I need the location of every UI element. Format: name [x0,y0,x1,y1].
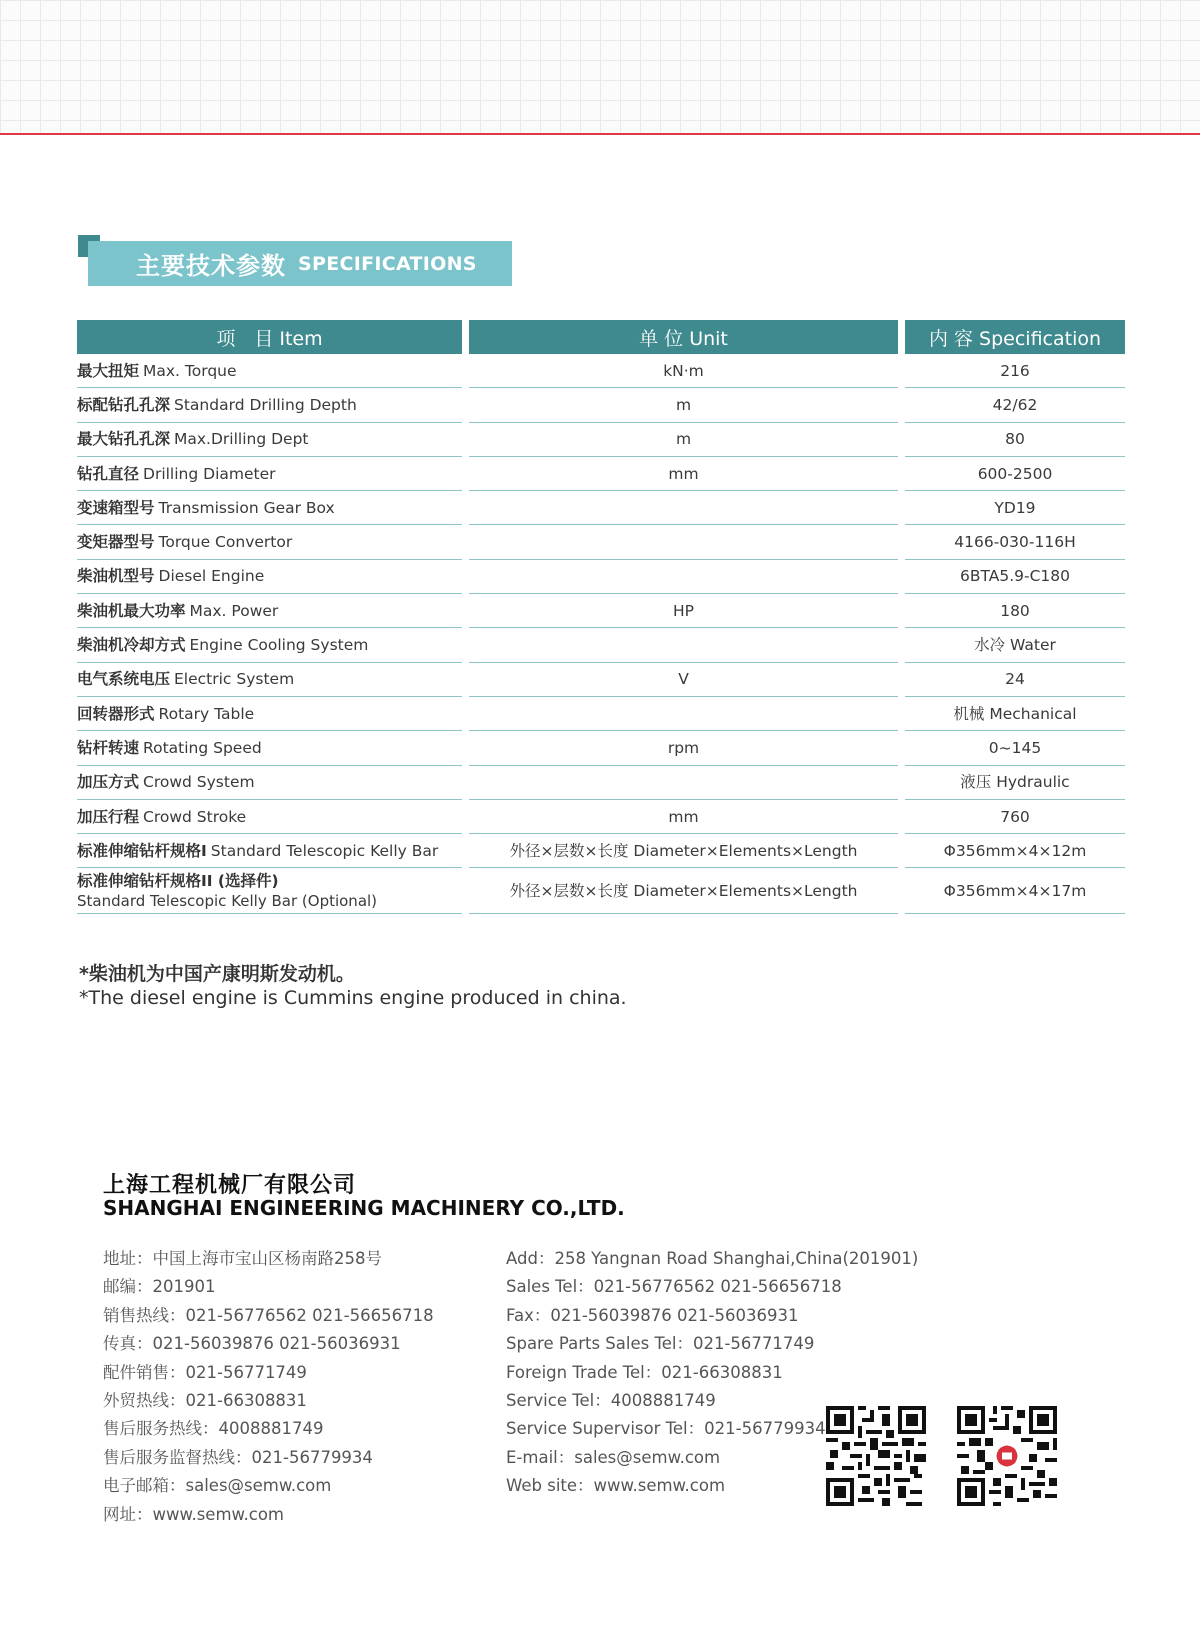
item-name-en: Electric System [174,670,295,689]
cell-spec: 0~145 [905,731,1125,765]
cell-spec: 760 [905,800,1125,834]
item-name-cn: 加压方式 [77,773,140,792]
contact-line-en: Foreign Trade Tel：021-66308831 [506,1362,783,1382]
spec-table [77,320,1125,914]
table-row [77,766,1125,800]
cell-spec: 24 [905,663,1125,697]
contact-line-en: Service Supervisor Tel：021-56779934 [506,1419,826,1439]
table-header [77,320,1125,354]
contact-line-en: Web site：www.semw.com [506,1476,726,1496]
cell-spec: 216 [905,354,1125,388]
cell-spec: 80 [905,423,1125,457]
cell-unit: m [469,388,898,422]
cell-spec: YD19 [905,491,1125,525]
item-name-en: Rotating Speed [143,738,262,757]
contact-line-en: E-mail：sales@semw.com [506,1447,721,1467]
table-row [77,697,1125,731]
table-row [77,868,1125,914]
section-title-bar [88,241,512,286]
section-title-en: SPECIFICATIONS [298,252,477,275]
cell-spec: 6BTA5.9-C180 [905,560,1125,594]
item-name-en: Standard Telescopic Kelly Bar [210,841,439,860]
item-name-en: Max. Torque [143,361,237,380]
item-name-cn: 标配钻孔孔深 [77,395,171,414]
contact-line-cn: 售后服务热线：4008881749 [103,1419,324,1439]
cell-unit [469,491,898,525]
cell-item [77,491,462,525]
contact-line-en: Fax：021-56039876 021-56036931 [506,1305,799,1325]
contact-line-cn: 售后服务监督热线：021-56779934 [103,1447,373,1467]
cell-item [77,354,462,388]
table-body [77,354,1125,914]
contact-line-en: Service Tel：4008881749 [506,1390,716,1410]
header-unit: 单 位 Unit [469,320,898,354]
item-name-cn: 最大扭矩 [77,361,140,380]
item-name-cn: 钻孔直径 [77,464,140,483]
cell-item [77,731,462,765]
contact-line-cn: 网址：www.semw.com [103,1504,285,1524]
contact-line-cn: 电子邮箱：sales@semw.com [103,1476,332,1496]
item-name-en: Engine Cooling System [189,636,369,655]
item-name-cn: 变矩器型号 [77,533,155,552]
note-en: *The diesel engine is Cummins engine produced in china. [79,987,627,1009]
cell-spec: 液压 Hydraulic [905,766,1125,800]
item-name-en: Standard Drilling Depth [174,395,357,414]
header-grid-band [0,0,1200,135]
contact-line-cn: 销售热线：021-56776562 021-56656718 [103,1305,434,1325]
item-name-en: Torque Convertor [158,533,293,552]
cell-unit: kN·m [469,354,898,388]
table-row [77,594,1125,628]
contact-line-cn: 邮编：201901 [103,1277,216,1297]
item-name-cn: 电气系统电压 [77,670,171,689]
header-spec: 内 容 Specification [905,320,1125,354]
item-name-en: Drilling Diameter [143,464,276,483]
table-row [77,560,1125,594]
cell-spec: 水冷 Water [905,628,1125,662]
cell-spec: 180 [905,594,1125,628]
cell-item [77,868,462,914]
item-name-cn: 标准伸缩钻杆规格II (选择件) [77,871,279,890]
item-name-en: Max.Drilling Dept [174,430,309,449]
cell-item [77,766,462,800]
cell-item [77,663,462,697]
contact-line-cn: 地址：中国上海市宝山区杨南路258号 [103,1249,382,1268]
cell-item [77,560,462,594]
contact-line-cn: 传真：021-56039876 021-56036931 [103,1334,401,1354]
cell-unit [469,560,898,594]
cell-unit [469,628,898,662]
cell-item [77,628,462,662]
item-name-cn: 最大钻孔孔深 [77,430,171,449]
cell-spec: 600-2500 [905,457,1125,491]
cell-unit: 外径×层数×长度 Diameter×Elements×Length [469,868,898,914]
table-row [77,423,1125,457]
table-row [77,663,1125,697]
table-row [77,834,1125,868]
table-row [77,457,1125,491]
wechat-qr-code-icon [957,1406,1057,1506]
cell-unit [469,766,898,800]
item-name-cn: 标准伸缩钻杆规格I [77,841,207,860]
cell-unit [469,525,898,559]
contact-line-en: Add：258 Yangnan Road Shanghai,China(201901) [506,1249,919,1268]
contact-line-en: Spare Parts Sales Tel：021-56771749 [506,1334,815,1354]
cell-unit: m [469,423,898,457]
cell-unit: mm [469,800,898,834]
cell-unit [469,697,898,731]
item-name-cn: 柴油机冷却方式 [77,636,186,655]
table-row [77,388,1125,422]
table-row [77,354,1125,388]
contact-line-cn: 外贸热线：021-66308831 [103,1390,307,1410]
cell-item [77,388,462,422]
note-cn: *柴油机为中国产康明斯发动机。 [79,963,355,985]
cell-unit: mm [469,457,898,491]
cell-item [77,525,462,559]
item-name-en: Rotary Table [158,704,255,723]
cell-item [77,697,462,731]
cell-unit: 外径×层数×长度 Diameter×Elements×Length [469,834,898,868]
cell-unit: HP [469,594,898,628]
item-name-cn: 钻杆转速 [77,738,140,757]
cell-spec: 42/62 [905,388,1125,422]
item-name-cn: 加压行程 [77,807,140,826]
cell-item [77,457,462,491]
contacts-cn [103,1245,434,1529]
contact-line-en: Sales Tel：021-56776562 021-56656718 [506,1277,842,1297]
item-name-cn: 柴油机型号 [77,567,155,586]
cell-item [77,800,462,834]
item-name-cn: 柴油机最大功率 [77,601,186,620]
table-row [77,628,1125,662]
item-name-en: Crowd System [143,773,255,792]
cell-item [77,594,462,628]
section-title-cn: 主要技术参数 [136,252,286,280]
table-row [77,800,1125,834]
table-row [77,731,1125,765]
cell-unit: rpm [469,731,898,765]
qr-code-icon [826,1406,926,1506]
cell-item [77,834,462,868]
contact-line-cn: 配件销售：021-56771749 [103,1362,307,1382]
item-name-cn: 变速箱型号 [77,498,155,517]
table-row [77,491,1125,525]
cell-spec: 机械 Mechanical [905,697,1125,731]
item-name-en: Crowd Stroke [143,807,247,826]
item-name-en: Transmission Gear Box [158,498,335,517]
company-name-cn: 上海工程机械厂有限公司 [103,1173,357,1198]
header-item: 项 目 Item [77,320,462,354]
cell-spec: 4166-030-116H [905,525,1125,559]
item-name-en: Diesel Engine [158,567,265,586]
cell-item [77,423,462,457]
cell-unit: V [469,663,898,697]
cell-spec: Φ356mm×4×17m [905,868,1125,914]
table-row [77,525,1125,559]
item-name-cn: 回转器形式 [77,704,155,723]
item-name-en: Standard Telescopic Kelly Bar (Optional) [77,891,378,910]
item-name-en: Max. Power [189,601,279,620]
cell-spec: Φ356mm×4×12m [905,834,1125,868]
company-name-en: SHANGHAI ENGINEERING MACHINERY CO.,LTD. [103,1196,625,1220]
